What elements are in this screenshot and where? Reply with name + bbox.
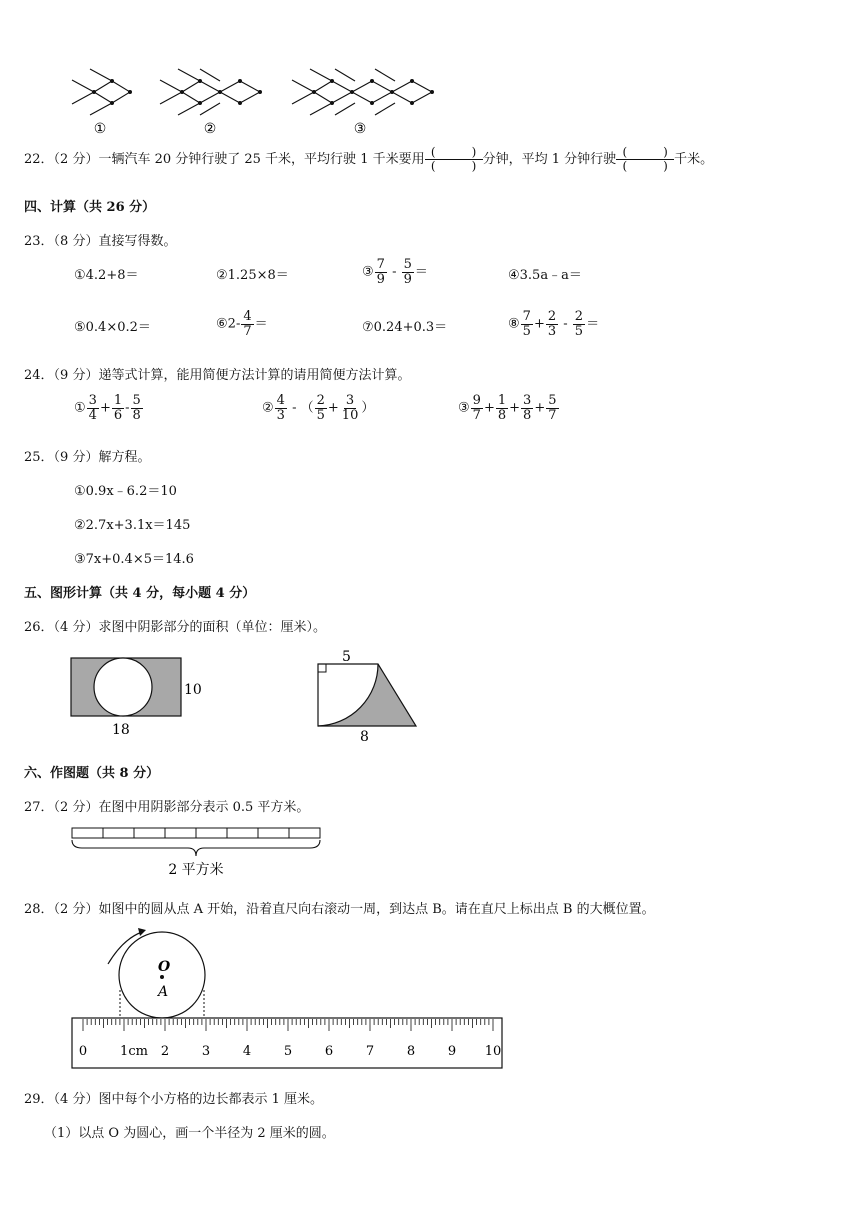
q23-item-4: ④3.5a﹣a＝ xyxy=(508,268,582,283)
q25-eq-1: ①0.9x﹣6.2＝10 xyxy=(74,484,177,499)
q22-suffix: 千米。 xyxy=(674,152,714,168)
q22-blank-fraction-1[interactable]: ( ) ( ) xyxy=(425,146,483,173)
ruler-label: 8 xyxy=(406,1044,416,1059)
q25-title: 25．（9 分）解方程。 xyxy=(24,450,151,465)
q23-item-7: ⑦0.24+0.3＝ xyxy=(362,320,448,335)
section-6-title: 六、作图题（共 8 分） xyxy=(24,766,160,781)
figure-label-3: ③ xyxy=(353,121,367,137)
strip-figure xyxy=(70,826,326,882)
ruler-label: 9 xyxy=(447,1044,457,1059)
ruler-label: 1cm xyxy=(120,1044,148,1059)
strip-cell[interactable] xyxy=(196,828,227,838)
trapezoid-quarter-circle-figure xyxy=(310,648,430,744)
strip-cell[interactable] xyxy=(258,828,289,838)
strip-cell[interactable] xyxy=(134,828,165,838)
strip-cell[interactable] xyxy=(227,828,258,838)
ruler-circle-figure xyxy=(68,924,508,1074)
rect-with-circle-figure xyxy=(66,650,216,740)
q24-expr-2: ② $\frac{4}{3}$ - （ $\frac{2}{5}$ + $\frac{3}{10}$ ） xyxy=(262,393,375,423)
fig1-width-label: 18 xyxy=(112,722,130,738)
ruler-label: 4 xyxy=(242,1044,252,1059)
q27-title: 27．（2 分）在图中用阴影部分表示 0.5 平方米。 xyxy=(24,800,310,815)
fig1-height-label: 10 xyxy=(184,682,202,698)
ruler-label: 6 xyxy=(324,1044,334,1059)
q23-item-8: ⑧ $\frac{7}{5}$ + $\frac{2}{3}$ - $\frac{2}{5}$ ＝ xyxy=(508,309,600,339)
q23-item-1: ①4.2+8＝ xyxy=(74,268,139,283)
figure-label-1: ① xyxy=(93,121,107,137)
ruler-label: 3 xyxy=(201,1044,211,1059)
q23-item-5: ⑤0.4×0.2＝ xyxy=(74,320,151,335)
q24-expr-1: ① $\frac{3}{4}$ + $\frac{1}{6}$ - $\frac{5}{8}$ xyxy=(74,393,141,423)
strip-cell[interactable] xyxy=(103,828,134,838)
q26-title: 26．（4 分）求图中阴影部分的面积（单位：厘米）。 xyxy=(24,620,326,635)
strip-brace-label: 2 平方米 xyxy=(168,862,224,878)
q25-eq-2: ②2.7x+3.1x＝145 xyxy=(74,518,191,533)
section-5-title: 五、图形计算（共 4 分，每小题 4 分） xyxy=(24,586,256,601)
ruler-label: 0 xyxy=(78,1044,88,1059)
q23-item-2: ②1.25×8＝ xyxy=(216,268,289,283)
strip-cell[interactable] xyxy=(72,828,103,838)
q24-expr-3: ③ $\frac{9}{7}$ + $\frac{1}{8}$ + $\frac{3}{8}$ + $\frac{5}{7}$ xyxy=(458,393,557,423)
branch-figures xyxy=(60,55,460,140)
q22-prefix: 22．（2 分）一辆汽车 20 分钟行驶了 25 千米，平均行驶 1 千米要用 xyxy=(24,152,425,168)
q23-item-3: ③ $\frac{7}{9}$ - $\frac{5}{9}$ ＝ xyxy=(362,257,428,287)
q25-eq-3: ③7x+0.4×5＝14.6 xyxy=(74,552,194,567)
q28-title: 28．（2 分）如图中的圆从点 A 开始，沿着直尺向右滚动一周，到达点 B。请在直尺上标出点 B 的大概位置。 xyxy=(24,902,655,917)
point-o-label: O xyxy=(158,959,171,975)
point-a-label: A xyxy=(158,984,169,1000)
strip-cell[interactable] xyxy=(289,828,320,838)
strip-cell[interactable] xyxy=(165,828,196,838)
figure-label-2: ② xyxy=(203,121,217,137)
fig2-bottom-label: 8 xyxy=(360,729,369,744)
question-22 xyxy=(24,146,713,173)
q29-sub1: （1）以点 O 为圆心，画一个半径为 2 厘米的圆。 xyxy=(44,1126,335,1141)
ruler-label: 5 xyxy=(283,1044,293,1059)
ruler-label: 2 xyxy=(160,1044,170,1059)
section-4-title: 四、计算（共 26 分） xyxy=(24,200,156,215)
fig2-top-label: 5 xyxy=(342,649,351,665)
q29-title: 29．（4 分）图中每个小方格的边长都表示 1 厘米。 xyxy=(24,1092,323,1107)
ruler-label: 10 xyxy=(484,1044,502,1059)
q22-blank-fraction-2[interactable]: ( ) ( ) xyxy=(616,146,674,173)
q24-title: 24．（9 分）递等式计算，能用简便方法计算的请用简便方法计算。 xyxy=(24,368,411,383)
q23-title: 23．（8 分）直接写得数。 xyxy=(24,234,177,249)
q23-item-6: ⑥2- $\frac{4}{7}$ ＝ xyxy=(216,309,268,339)
ruler-label: 7 xyxy=(365,1044,375,1059)
q22-mid: 分钟，平均 1 分钟行驶 xyxy=(482,152,617,168)
